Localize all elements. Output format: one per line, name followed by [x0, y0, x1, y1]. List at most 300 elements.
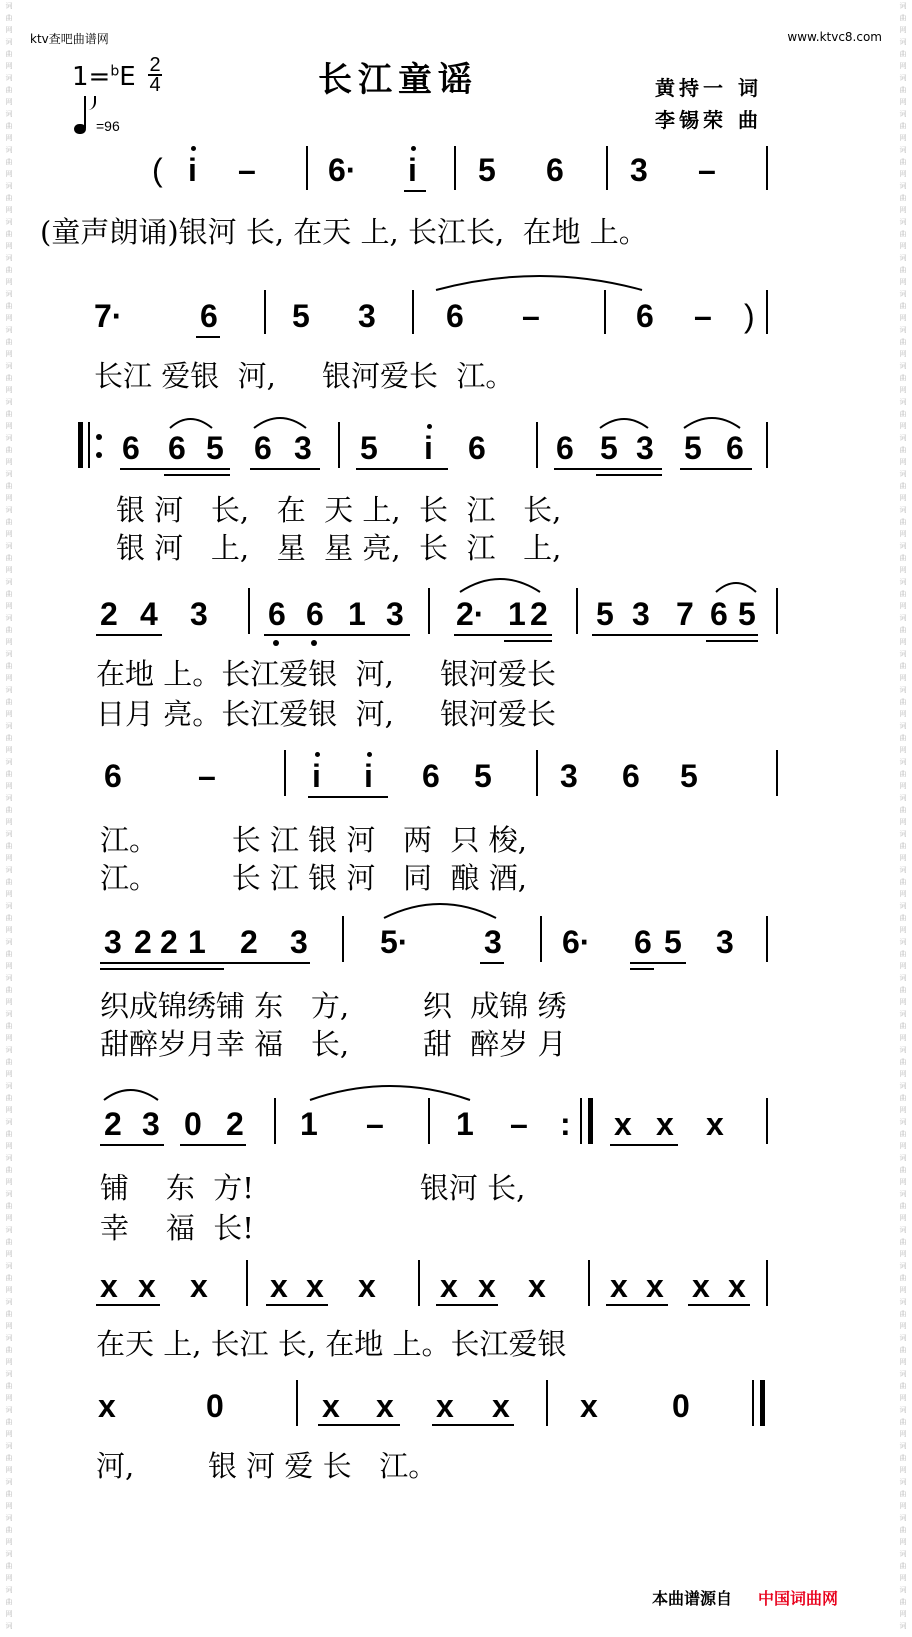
note: 6: [636, 298, 654, 334]
watermark-glyph: 网: [5, 1502, 13, 1510]
slur-arc: [716, 583, 756, 592]
watermark-glyph: 词: [5, 974, 13, 982]
watermark-glyph: 词: [899, 38, 907, 46]
lyric-line: 日月 亮。长江爱银 河, 银河爱长: [96, 697, 556, 731]
barline: [766, 1098, 768, 1144]
watermark-glyph: 网: [899, 494, 907, 502]
barline: [536, 422, 538, 468]
barline: [540, 916, 542, 962]
watermark-glyph: 网: [5, 998, 13, 1006]
note: 3: [358, 298, 376, 334]
watermark-glyph: 网: [899, 1034, 907, 1042]
barline: [284, 750, 286, 796]
watermark-glyph: 词: [899, 434, 907, 442]
watermark-glyph: 词: [5, 650, 13, 658]
time-signature: [148, 56, 162, 94]
watermark-glyph: 词: [899, 650, 907, 658]
watermark-glyph: 词: [5, 182, 13, 190]
watermark-glyph: 网: [899, 1322, 907, 1330]
watermark-glyph: 曲: [899, 518, 907, 526]
note: x: [376, 1388, 394, 1424]
watermark-glyph: 曲: [5, 770, 13, 778]
watermark-glyph: 词: [899, 1226, 907, 1234]
watermark-glyph: 曲: [5, 1202, 13, 1210]
note: 3: [560, 758, 578, 794]
watermark-glyph: 曲: [5, 1022, 13, 1030]
high-octave-dot: [315, 752, 320, 757]
note: 5: [596, 596, 614, 632]
barline: [776, 750, 778, 796]
left-watermark-strip: [2, 0, 16, 1637]
note: 6: [422, 758, 440, 794]
underline: [596, 474, 662, 476]
note: x: [580, 1388, 598, 1424]
watermark-glyph: 网: [899, 890, 907, 898]
underline: [318, 1424, 400, 1426]
watermark-glyph: 曲: [899, 1238, 907, 1246]
note: i: [424, 430, 433, 466]
watermark-glyph: 曲: [5, 842, 13, 850]
watermark-glyph: 网: [5, 890, 13, 898]
tie-arc: [310, 1086, 470, 1100]
watermark-glyph: 网: [5, 926, 13, 934]
underline: [100, 962, 310, 964]
watermark-glyph: 曲: [899, 1058, 907, 1066]
watermark-glyph: 曲: [5, 1310, 13, 1318]
underline: [266, 1304, 328, 1306]
watermark-glyph: 网: [5, 458, 13, 466]
watermark-glyph: 词: [5, 254, 13, 262]
watermark-glyph: 曲: [899, 86, 907, 94]
note: 5: [738, 596, 756, 632]
watermark-glyph: 词: [899, 578, 907, 586]
barline: [546, 1380, 548, 1426]
watermark-glyph: 词: [899, 1370, 907, 1378]
watermark-glyph: 网: [5, 782, 13, 790]
note: 6·: [562, 924, 591, 960]
time-top: 2: [149, 54, 161, 76]
watermark-glyph: 曲: [899, 1526, 907, 1534]
watermark-glyph: 网: [5, 1214, 13, 1222]
watermark-glyph: 词: [5, 686, 13, 694]
watermark-glyph: 词: [5, 830, 13, 838]
watermark-glyph: 网: [5, 170, 13, 178]
high-octave-dot: [411, 146, 416, 151]
note: 6: [268, 596, 286, 632]
watermark-glyph: 词: [899, 254, 907, 262]
lyric-line: 银 河 上, 星 星 亮, 长 江 上,: [116, 531, 562, 565]
note: 0: [184, 1106, 202, 1142]
key-note: E: [119, 62, 136, 92]
watermark-glyph: 曲: [5, 50, 13, 58]
note: 5: [206, 430, 224, 466]
watermark-glyph: 词: [5, 614, 13, 622]
note: x: [100, 1268, 118, 1304]
watermark-glyph: 曲: [5, 14, 13, 22]
watermark-glyph: 词: [5, 722, 13, 730]
watermark-glyph: 曲: [5, 338, 13, 346]
watermark-glyph: 词: [5, 1550, 13, 1558]
barline: [454, 146, 456, 190]
watermark-glyph: 网: [899, 1502, 907, 1510]
note: x: [440, 1268, 458, 1304]
watermark-glyph: 网: [5, 1466, 13, 1474]
slur-arc: [104, 1090, 158, 1100]
watermark-glyph: 网: [5, 26, 13, 34]
watermark-glyph: 词: [5, 1118, 13, 1126]
watermark-glyph: 词: [5, 290, 13, 298]
watermark-glyph: 曲: [5, 194, 13, 202]
flat-sign: b: [110, 63, 120, 80]
watermark-glyph: 词: [5, 1586, 13, 1594]
watermark-glyph: 词: [899, 146, 907, 154]
watermark-glyph: 曲: [899, 734, 907, 742]
watermark-glyph: 曲: [5, 1130, 13, 1138]
watermark-glyph: 曲: [899, 1094, 907, 1102]
underline: [308, 796, 388, 798]
watermark-glyph: 网: [899, 926, 907, 934]
watermark-glyph: 曲: [899, 950, 907, 958]
watermark-glyph: 曲: [5, 482, 13, 490]
watermark-glyph: 曲: [5, 626, 13, 634]
slur-arc: [684, 418, 740, 428]
watermark-glyph: 词: [899, 218, 907, 226]
watermark-glyph: 词: [899, 2, 907, 10]
note: 2: [104, 1106, 122, 1142]
watermark-glyph: 网: [5, 1574, 13, 1582]
watermark-glyph: 网: [5, 1322, 13, 1330]
underline: [630, 962, 686, 964]
barline: [766, 290, 768, 334]
watermark-glyph: 曲: [5, 158, 13, 166]
repeat-end-barline: [588, 1098, 593, 1144]
source-site-left: ktv查吧曲谱网: [30, 32, 109, 46]
note: 3: [716, 924, 734, 960]
note: 6: [622, 758, 640, 794]
watermark-glyph: 词: [899, 290, 907, 298]
lyric-line: 长江 爱银 河, 银河爱长 江。: [94, 359, 515, 393]
watermark-glyph: 网: [899, 1466, 907, 1474]
watermark-glyph: 曲: [5, 1562, 13, 1570]
watermark-glyph: 网: [5, 1358, 13, 1366]
watermark-glyph: 词: [5, 1406, 13, 1414]
barline: [248, 588, 250, 634]
watermark-glyph: 网: [899, 818, 907, 826]
watermark-glyph: 曲: [5, 662, 13, 670]
note: 3: [484, 924, 502, 960]
watermark-glyph: 曲: [899, 1166, 907, 1174]
note: 1: [456, 1106, 474, 1142]
note: x: [646, 1268, 664, 1304]
watermark-glyph: 词: [899, 326, 907, 334]
barline: [766, 1260, 768, 1306]
composer-credit: 李锡荣 曲: [655, 108, 762, 132]
watermark-glyph: 曲: [899, 482, 907, 490]
note: 5: [600, 430, 618, 466]
watermark-glyph: 曲: [5, 1274, 13, 1282]
note: 2·: [456, 596, 485, 632]
watermark-glyph: 词: [899, 1586, 907, 1594]
watermark-glyph: 词: [899, 1118, 907, 1126]
watermark-glyph: 网: [5, 278, 13, 286]
watermark-glyph: 网: [5, 1178, 13, 1186]
watermark-glyph: 网: [5, 314, 13, 322]
watermark-glyph: 网: [899, 710, 907, 718]
note: 5: [680, 758, 698, 794]
watermark-glyph: 曲: [899, 1418, 907, 1426]
repeat-dot: [96, 452, 102, 458]
watermark-glyph: 网: [899, 62, 907, 70]
slur-arc: [384, 904, 496, 918]
watermark-glyph: 网: [899, 602, 907, 610]
note: 4: [140, 596, 158, 632]
note: 0: [672, 1388, 690, 1424]
watermark-glyph: 曲: [5, 1454, 13, 1462]
underline: [264, 634, 410, 636]
watermark-glyph: 网: [5, 566, 13, 574]
watermark-glyph: 网: [899, 746, 907, 754]
watermark-glyph: 词: [5, 74, 13, 82]
lyric-line: 在地 上。长江爱银 河, 银河爱长: [96, 657, 556, 691]
watermark-glyph: 网: [5, 854, 13, 862]
watermark-glyph: 词: [5, 1622, 13, 1630]
song-title: 长江童谣: [318, 60, 478, 100]
watermark-glyph: 网: [899, 278, 907, 286]
watermark-glyph: 曲: [899, 158, 907, 166]
barline: [428, 1098, 430, 1144]
barline: [412, 290, 414, 334]
watermark-glyph: 曲: [899, 1274, 907, 1282]
note: x: [98, 1388, 116, 1424]
underline: [630, 968, 654, 970]
watermark-glyph: 词: [899, 758, 907, 766]
watermark-glyph: 网: [899, 1538, 907, 1546]
underline: [100, 1144, 164, 1146]
watermark-glyph: 曲: [899, 302, 907, 310]
high-octave-dot: [427, 424, 432, 429]
watermark-glyph: 曲: [899, 842, 907, 850]
lyric-line: 甜醉岁月幸 福 长, 甜 醉岁 月: [100, 1027, 567, 1061]
note: 5: [478, 152, 496, 188]
watermark-glyph: 词: [5, 578, 13, 586]
watermark-glyph: 词: [5, 146, 13, 154]
watermark-glyph: 词: [899, 1622, 907, 1630]
underline: [504, 640, 552, 642]
note: 3: [290, 924, 308, 960]
watermark-glyph: 曲: [899, 1382, 907, 1390]
note: 6·: [328, 152, 357, 188]
barline: [306, 146, 308, 190]
note: 3: [632, 596, 650, 632]
underline: [436, 1304, 498, 1306]
slur-arc: [600, 419, 648, 428]
watermark-glyph: 曲: [5, 1490, 13, 1498]
watermark-glyph: 曲: [5, 734, 13, 742]
watermark-glyph: 网: [5, 602, 13, 610]
watermark-glyph: 网: [899, 1430, 907, 1438]
watermark-glyph: 网: [899, 1106, 907, 1114]
note: i: [408, 152, 417, 188]
note: x: [436, 1388, 454, 1424]
watermark-glyph: 曲: [899, 590, 907, 598]
note: –: [510, 1106, 528, 1142]
watermark-glyph: 网: [899, 530, 907, 538]
note: :: [560, 1106, 571, 1142]
note: i: [364, 758, 373, 794]
watermark-glyph: 网: [5, 1394, 13, 1402]
note: x: [692, 1268, 710, 1304]
watermark-glyph: 曲: [5, 1238, 13, 1246]
note: x: [492, 1388, 510, 1424]
note: 7: [676, 596, 694, 632]
underline: [554, 468, 662, 470]
watermark-glyph: 词: [899, 74, 907, 82]
note: 3: [190, 596, 208, 632]
watermark-glyph: 曲: [899, 1346, 907, 1354]
watermark-glyph: 网: [5, 746, 13, 754]
note: 5: [684, 430, 702, 466]
watermark-glyph: 网: [5, 1538, 13, 1546]
note: –: [698, 152, 716, 188]
note: x: [270, 1268, 288, 1304]
barline: [576, 588, 578, 634]
watermark-glyph: 网: [899, 242, 907, 250]
note: 1: [188, 924, 206, 960]
barline: [274, 1098, 276, 1144]
watermark-glyph: 网: [5, 674, 13, 682]
underline: [680, 468, 752, 470]
watermark-glyph: 网: [899, 386, 907, 394]
watermark-glyph: 词: [899, 110, 907, 118]
watermark-glyph: 曲: [5, 1382, 13, 1390]
slur-arc: [254, 418, 306, 428]
watermark-glyph: 词: [899, 614, 907, 622]
watermark-glyph: 词: [899, 1334, 907, 1342]
watermark-glyph: 词: [899, 722, 907, 730]
key-prefix: 1=: [72, 62, 111, 92]
note: –: [522, 298, 540, 334]
watermark-glyph: 词: [899, 470, 907, 478]
note: 5: [474, 758, 492, 794]
watermark-glyph: 词: [899, 506, 907, 514]
key-signature: [72, 62, 136, 92]
watermark-glyph: 词: [899, 1514, 907, 1522]
watermark-glyph: 曲: [899, 122, 907, 130]
watermark-glyph: 曲: [5, 986, 13, 994]
watermark-glyph: 曲: [5, 878, 13, 886]
watermark-glyph: 网: [899, 206, 907, 214]
note: 2: [100, 596, 118, 632]
watermark-glyph: 网: [5, 206, 13, 214]
underline: [610, 1144, 678, 1146]
watermark-glyph: 词: [5, 470, 13, 478]
underline: [480, 962, 504, 964]
watermark-glyph: 词: [899, 938, 907, 946]
note: 3: [636, 430, 654, 466]
watermark-glyph: 曲: [5, 806, 13, 814]
source-site-right: www.ktvc8.com: [787, 30, 882, 44]
barline: [766, 146, 768, 190]
note: 5·: [380, 924, 409, 960]
watermark-glyph: 网: [5, 386, 13, 394]
note: i: [312, 758, 321, 794]
watermark-glyph: 网: [5, 1430, 13, 1438]
watermark-glyph: 曲: [5, 266, 13, 274]
watermark-glyph: 网: [899, 1358, 907, 1366]
barline: [536, 750, 538, 796]
watermark-glyph: 词: [899, 1478, 907, 1486]
watermark-glyph: 曲: [5, 950, 13, 958]
watermark-glyph: 词: [5, 110, 13, 118]
note: 6: [546, 152, 564, 188]
underline: [688, 1304, 750, 1306]
underline: [606, 1304, 668, 1306]
note: x: [728, 1268, 746, 1304]
watermark-glyph: 词: [5, 1334, 13, 1342]
watermark-glyph: 网: [5, 242, 13, 250]
watermark-glyph: 网: [899, 1070, 907, 1078]
watermark-glyph: 网: [5, 530, 13, 538]
watermark-glyph: 曲: [899, 14, 907, 22]
watermark-glyph: 曲: [899, 986, 907, 994]
barline: [296, 1380, 298, 1426]
watermark-glyph: 曲: [5, 230, 13, 238]
watermark-glyph: 网: [5, 638, 13, 646]
watermark-glyph: 曲: [899, 914, 907, 922]
underline: [706, 640, 758, 642]
note: 3: [630, 152, 648, 188]
note: x: [358, 1268, 376, 1304]
watermark-glyph: 网: [899, 638, 907, 646]
watermark-glyph: 网: [899, 1610, 907, 1618]
watermark-glyph: 网: [899, 458, 907, 466]
watermark-glyph: 曲: [899, 266, 907, 274]
watermark-glyph: 网: [899, 1286, 907, 1294]
lyric-line: 江。 长 江 银 河 同 酿 酒,: [100, 861, 527, 895]
watermark-glyph: 网: [899, 1214, 907, 1222]
watermark-glyph: 网: [5, 98, 13, 106]
barline: [606, 146, 608, 190]
watermark-glyph: 词: [5, 1370, 13, 1378]
note: x: [322, 1388, 340, 1424]
watermark-glyph: 词: [5, 938, 13, 946]
watermark-glyph: 曲: [899, 878, 907, 886]
repeat-start-barline: [78, 422, 83, 468]
watermark-glyph: 网: [899, 26, 907, 34]
low-octave-dot: [273, 640, 279, 646]
watermark-glyph: 曲: [5, 410, 13, 418]
note: x: [528, 1268, 546, 1304]
note: –: [238, 152, 256, 188]
watermark-glyph: 曲: [5, 302, 13, 310]
watermark-glyph: 词: [899, 182, 907, 190]
underline: [196, 336, 220, 338]
note: –: [366, 1106, 384, 1142]
note: –: [198, 758, 216, 794]
note: 6: [104, 758, 122, 794]
watermark-glyph: 词: [5, 506, 13, 514]
note: 2: [134, 924, 152, 960]
watermark-glyph: 词: [5, 326, 13, 334]
watermark-glyph: 词: [899, 866, 907, 874]
high-octave-dot: [367, 752, 372, 757]
footer-source-link[interactable]: 中国词曲网: [758, 1589, 839, 1608]
barline: [776, 588, 778, 634]
watermark-glyph: 曲: [899, 338, 907, 346]
watermark-glyph: 网: [5, 134, 13, 142]
underline: [454, 634, 552, 636]
note: i: [188, 152, 197, 188]
